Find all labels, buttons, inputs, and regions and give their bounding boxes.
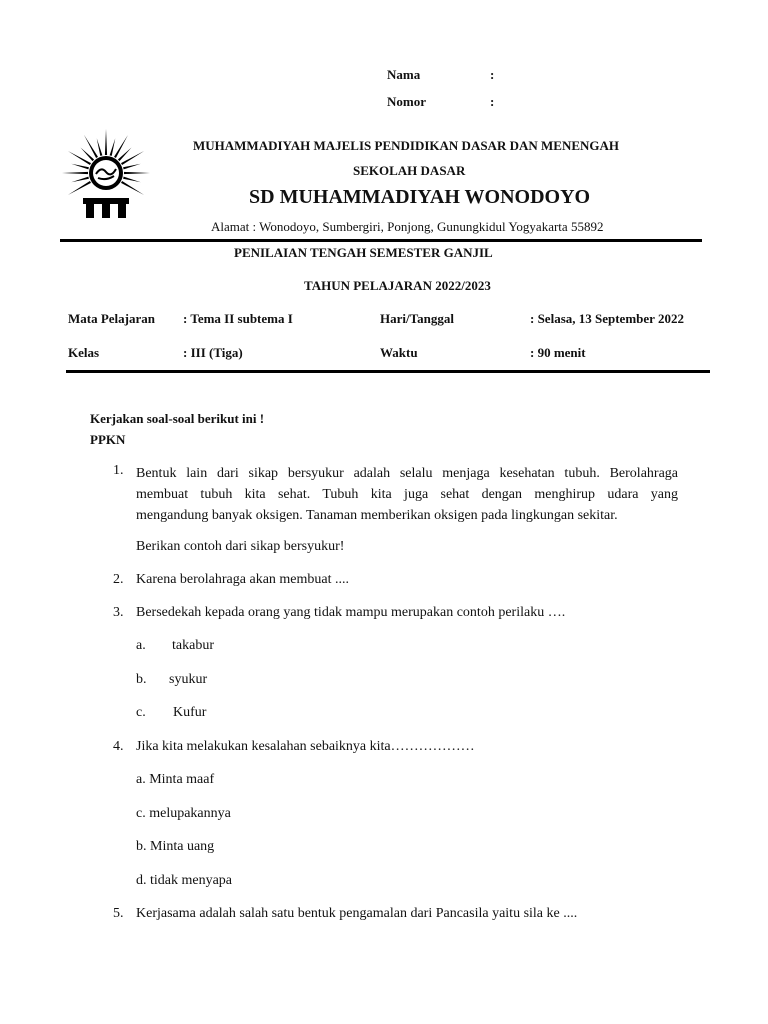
subject-label: Mata Pelajaran: [68, 311, 156, 326]
q2-number: 2.: [113, 572, 124, 587]
instruction-text: Kerjakan soal-soal berikut ini !: [90, 411, 265, 426]
school-name: SD MUHAMMADIYAH WONODOYO: [249, 186, 591, 208]
q1-line1: Bentuk lain dari sikap bersyukur adalah selalu menjaga kesehatan tubuh. Berolahraga: [136, 466, 678, 481]
q3-option-b-letter: b.: [136, 672, 147, 687]
sun-ray: [110, 138, 116, 156]
level-line: SEKOLAH DASAR: [353, 163, 466, 178]
exam-title: PENILAIAN TENGAH SEMESTER GANJIL: [234, 245, 493, 260]
sun-ray: [62, 172, 88, 174]
q1-line2: membuat tubuh kita sehat. Tubuh kita juga sehat dengan menghirup udara yang: [136, 487, 678, 502]
q4-option-d: d. tidak menyapa: [136, 873, 233, 888]
muhammadiyah-sun-logo-icon: [56, 128, 156, 223]
q1-prompt: Berikan contoh dari sikap bersyukur!: [136, 539, 345, 554]
q3-option-a-letter: a.: [136, 638, 146, 653]
q2-text: Karena berolahraga akan membuat ....: [136, 572, 350, 587]
q1-line3: mengandung banyak oksigen. Tanaman memberikan oksigen pada lingkungan sekitar.: [136, 508, 618, 523]
time-value: : 90 menit: [530, 345, 586, 360]
q3-number: 3.: [113, 605, 124, 620]
sun-ray: [68, 181, 91, 195]
school-address: Alamat : Wonodoyo, Sumbergiri, Ponjong, Gunungkidul Yogyakarta 55892: [211, 219, 604, 234]
q3-option-b: syukur: [169, 672, 208, 687]
time-label: Waktu: [380, 345, 418, 360]
name-label: Nama: [387, 67, 421, 82]
sun-ray: [97, 138, 103, 156]
q4-text: Jika kita melakukan kesalahan sebaiknya kita………………: [136, 739, 475, 754]
q1-number: 1.: [113, 463, 124, 478]
sun-ray: [105, 129, 107, 155]
number-label: Nomor: [387, 94, 426, 109]
q1-text: [136, 463, 678, 526]
q5-number: 5.: [113, 906, 124, 921]
sun-ray: [71, 177, 89, 183]
day-value: : Selasa, 13 September 2022: [530, 311, 684, 326]
q4-option-b: b. Minta uang: [136, 839, 215, 854]
section-title: PPKN: [90, 432, 126, 447]
sun-ray: [84, 135, 98, 158]
sun-ray: [123, 177, 141, 183]
day-label: Hari/Tanggal: [380, 311, 454, 326]
name-colon: :: [490, 67, 495, 82]
q3-option-c-letter: c.: [136, 705, 146, 720]
header-divider: [60, 239, 702, 242]
q3-option-c: Kufur: [173, 705, 207, 720]
sun-ray: [71, 164, 89, 170]
q3-option-a: takabur: [172, 638, 214, 653]
org-line: MUHAMMADIYAH MAJELIS PENDIDIKAN DASAR DAN MENENGAH: [193, 138, 619, 153]
q4-option-c: c. melupakannya: [136, 806, 231, 821]
class-label: Kelas: [68, 345, 100, 360]
info-divider: [66, 370, 710, 373]
sun-ray: [121, 181, 144, 195]
q5-text: Kerjasama adalah salah satu bentuk pengamalan dari Pancasila yaitu sila ke ....: [136, 906, 578, 921]
sun-ray: [68, 151, 91, 165]
sun-ray: [123, 164, 141, 170]
q4-option-a: a. Minta maaf: [136, 772, 215, 787]
sun-ray: [124, 172, 150, 174]
class-value: : III (Tiga): [183, 345, 243, 360]
exam-year: TAHUN PELAJARAN 2022/2023: [304, 278, 491, 293]
sun-ray: [114, 135, 128, 158]
sun-ray: [121, 151, 144, 165]
number-colon: :: [490, 94, 495, 109]
q3-text: Bersedekah kepada orang yang tidak mampu merupakan contoh perilaku ….: [136, 605, 566, 620]
q4-number: 4.: [113, 739, 124, 754]
subject-value: : Tema II subtema I: [183, 311, 293, 326]
